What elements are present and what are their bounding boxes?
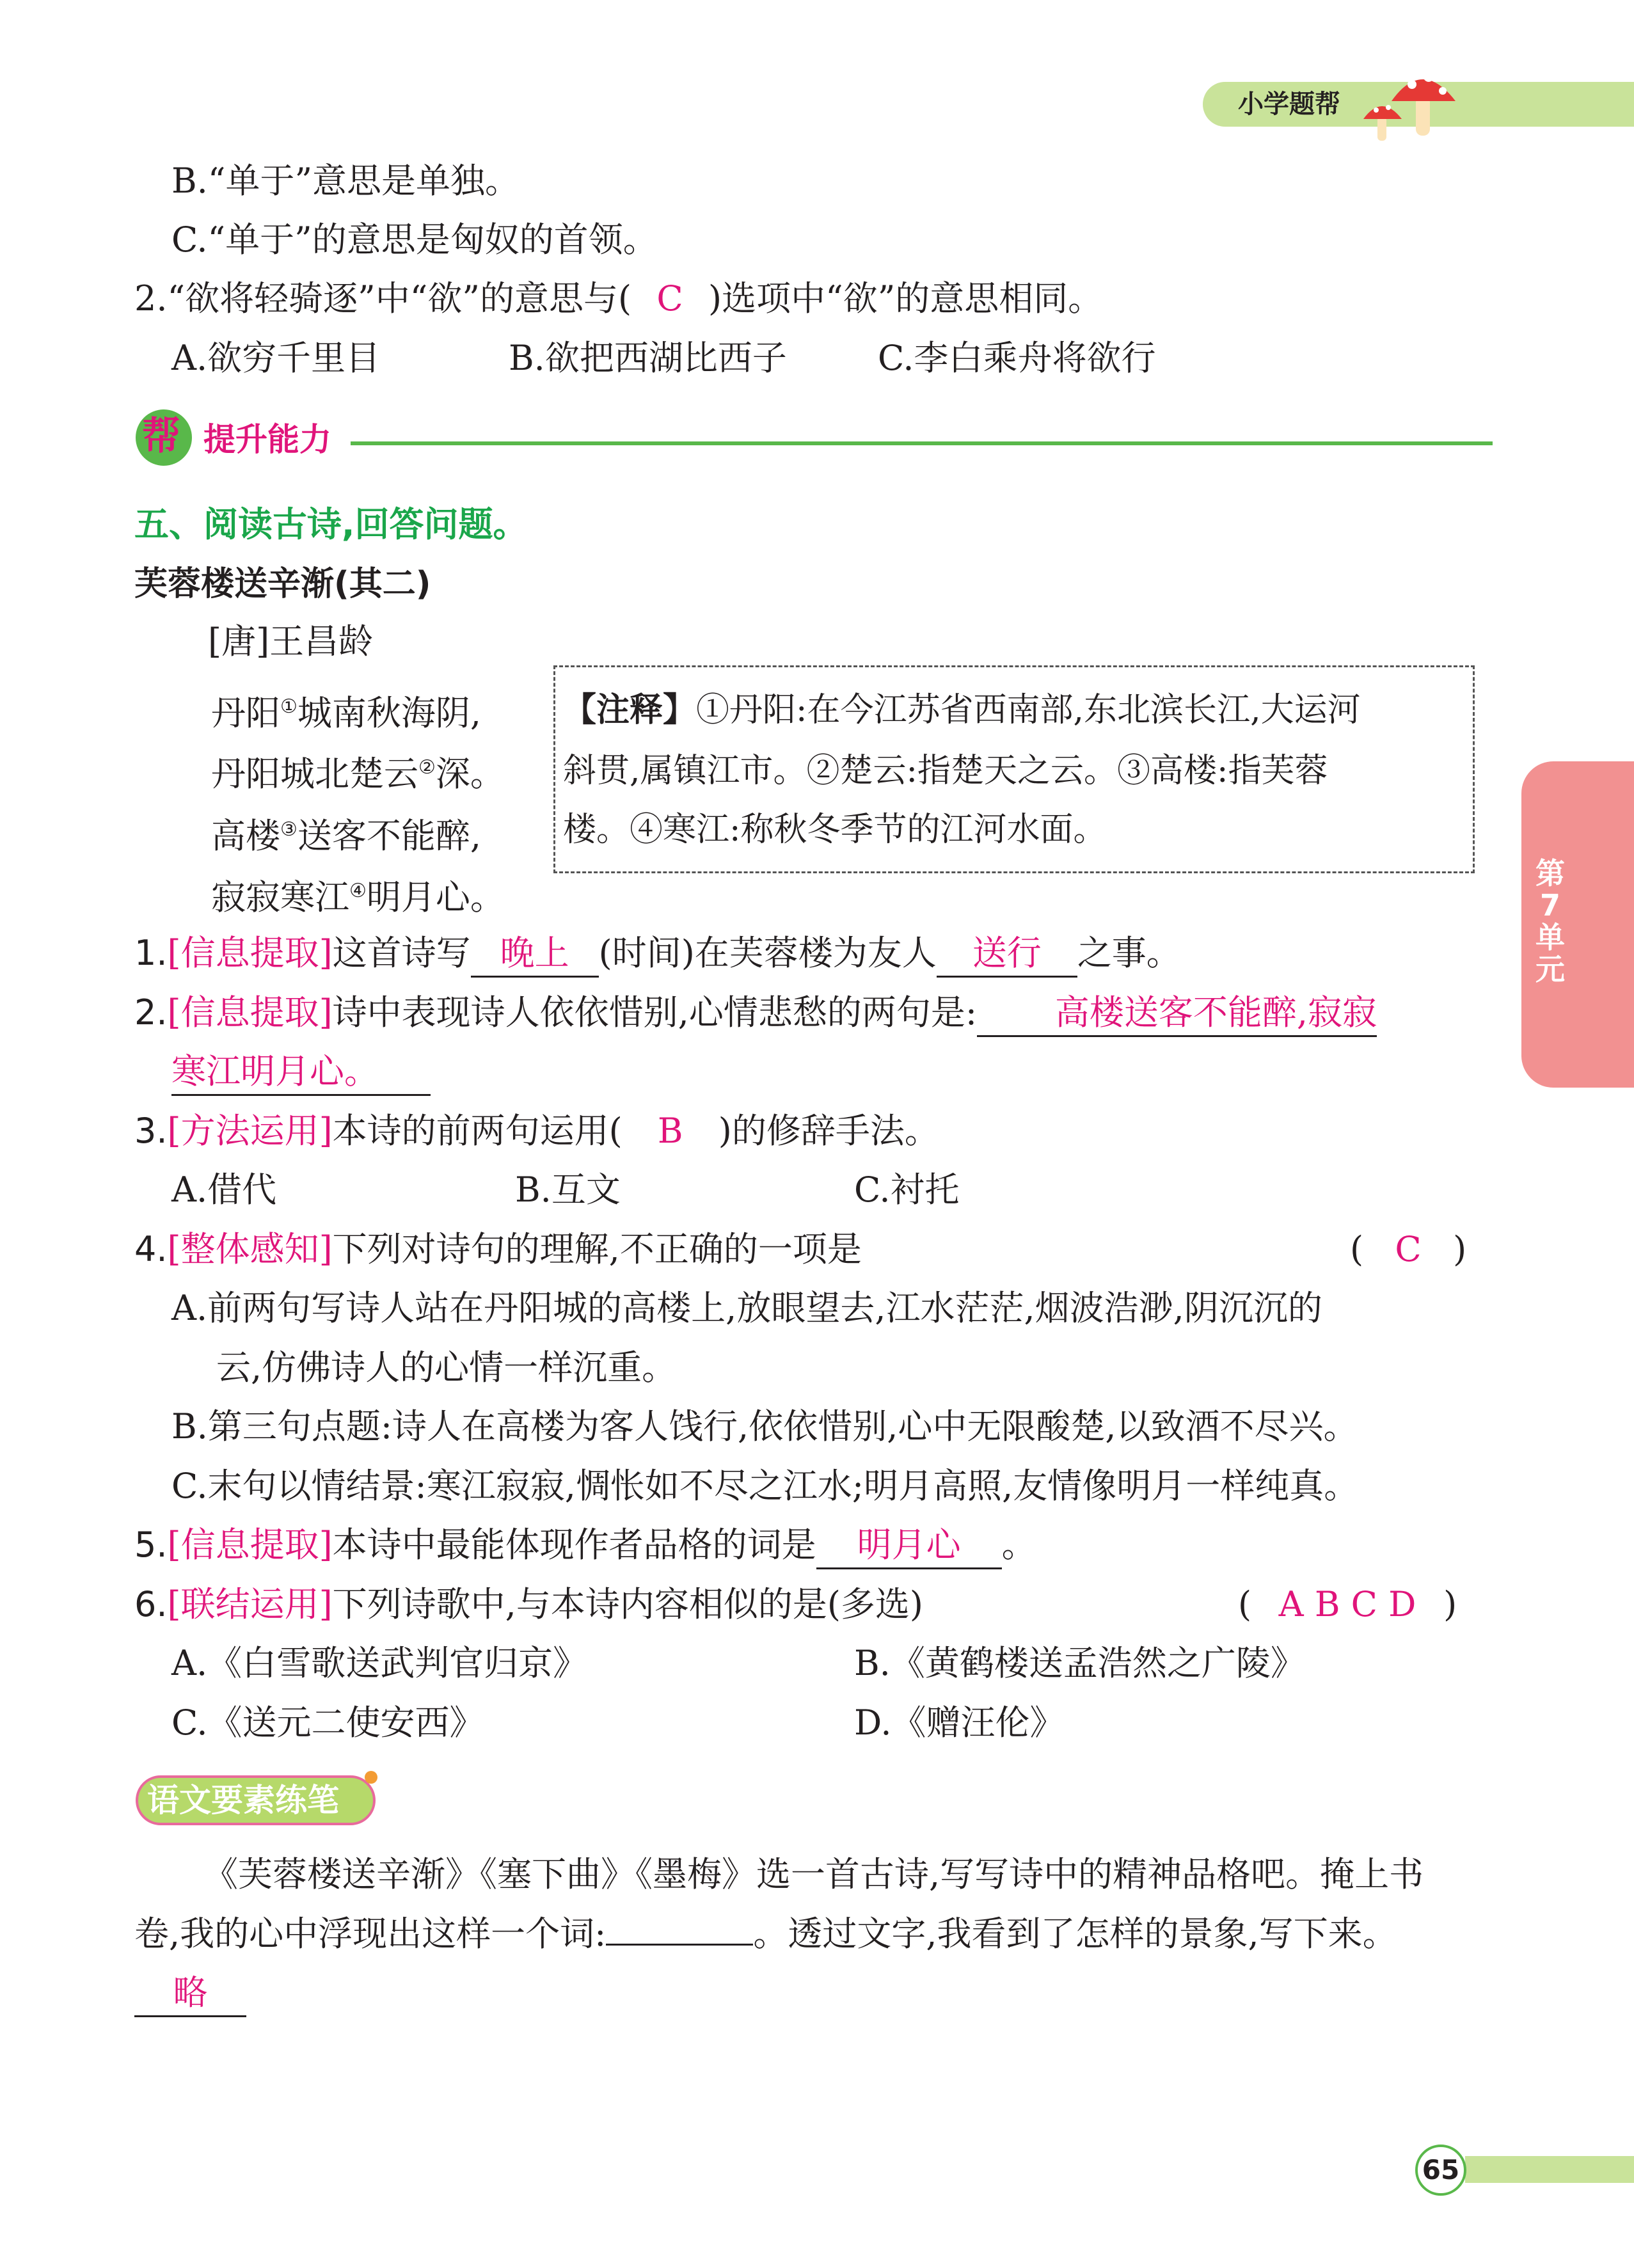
q3-option-b: B.互文 <box>515 1170 621 1210</box>
q4-close: ) <box>1453 1229 1467 1269</box>
practice-line-2-pre: 卷,我的心中浮现出这样一个词: <box>134 1914 607 1954</box>
question-5 <box>134 1523 1036 1569</box>
q4-bracket <box>1350 1227 1466 1272</box>
practice-line-2 <box>134 1912 1397 1956</box>
question-1 <box>134 931 1181 978</box>
q4-answer[interactable]: C <box>1395 1229 1422 1269</box>
practice-answer-line <box>134 1971 246 2017</box>
q4-option-a-2: 云,仿佛诗人的心情一样沉重。 <box>216 1347 677 1388</box>
poem-line-1-a: 丹阳 <box>211 693 280 733</box>
q1-number: 1. <box>134 933 168 973</box>
q2-pre: 诗中表现诗人依依惜别,心情悲愁的两句是: <box>332 992 978 1033</box>
flower-icon <box>365 1771 377 1784</box>
reading-heading: 五、阅读古诗,回答问题。 <box>134 504 528 544</box>
q3-option-c: C.衬托 <box>854 1170 960 1210</box>
q2-prev-post: )选项中“欲”的意思相同。 <box>708 278 1103 319</box>
unit-side-tab-label: 第7单元 <box>1535 856 1565 987</box>
q6-option-c: C.《送元二使安西》 <box>171 1702 484 1743</box>
note-mark-2: ② <box>418 756 436 779</box>
practice-badge: 语文要素练笔 <box>147 1782 339 1819</box>
note-line-2: 斜贯,属镇江市。②楚云:指楚天之云。③高楼:指芙蓉 <box>563 752 1328 790</box>
q2-prev-answer: C <box>656 278 683 319</box>
q2-tag: [信息提取] <box>167 992 333 1033</box>
question-4 <box>134 1227 862 1272</box>
q6-open: ( <box>1238 1584 1252 1624</box>
q4-tag: [整体感知] <box>167 1229 333 1269</box>
q5-answer[interactable]: 明月心 <box>816 1523 1002 1569</box>
q3-number: 3. <box>134 1111 168 1151</box>
q2-prev-pre: 2.“欲将轻骑逐”中“欲”的意思与( <box>134 278 632 319</box>
note-text-1: ①丹阳:在今江苏省西南部,东北滨长江,大运河 <box>696 691 1361 729</box>
q2-answer-line-2[interactable]: 寒江明月心。 <box>171 1049 431 1096</box>
note-mark-4: ④ <box>349 880 367 902</box>
section-badge-text: 帮 <box>142 414 180 459</box>
q5-number: 5. <box>134 1525 168 1565</box>
q4-option-a-1: A.前两句写诗人站在丹阳城的高楼上,放眼望去,江水茫茫,烟波浩渺,阴沉沉的 <box>171 1288 1322 1328</box>
q2-prev-option-a: A.欲穷千里目 <box>171 338 381 378</box>
poem-line-2-a: 丹阳城北楚云 <box>211 754 418 794</box>
poem-line-4 <box>211 869 505 920</box>
q4-option-b: B.第三句点题:诗人在高楼为客人饯行,依依惜别,心中无限酸楚,以致酒不尽兴。 <box>171 1406 1358 1447</box>
section-divider <box>351 441 1493 445</box>
note-line-1 <box>563 688 1361 733</box>
poem-line-1-b: 城南秋海阴, <box>297 693 482 733</box>
q5-post: 。 <box>1001 1525 1036 1565</box>
q2-answer-line-1[interactable]: 高楼送客不能醉,寂寂 <box>977 990 1377 1037</box>
q2-number: 2. <box>134 992 168 1033</box>
q2-prev-option-b: B.欲把西湖比西子 <box>509 338 787 378</box>
q1-answer-event[interactable]: 送行 <box>937 931 1077 978</box>
q6-option-d: D.《赠汪伦》 <box>854 1702 1065 1743</box>
brand-label: 小学题帮 <box>1238 90 1340 119</box>
section-title: 提升能力 <box>203 421 331 458</box>
practice-line-2-post: 。透过文字,我看到了怎样的景象,写下来。 <box>753 1914 1397 1954</box>
q1-mid: (时间)在芙蓉楼为友人 <box>598 933 937 973</box>
q6-option-b: B.《黄鹤楼送孟浩然之广陵》 <box>854 1643 1305 1683</box>
poem-author: [唐]王昌龄 <box>208 621 374 662</box>
q3-post: )的修辞手法。 <box>718 1111 939 1151</box>
q3-option-a: A.借代 <box>171 1170 277 1210</box>
q4-number: 4. <box>134 1229 168 1269</box>
q1-post: 之事。 <box>1077 933 1181 973</box>
q6-number: 6. <box>134 1584 168 1624</box>
q3-answer[interactable]: B <box>657 1111 683 1151</box>
practice-answer[interactable]: 略 <box>134 1971 246 2017</box>
poem-line-2-b: 深。 <box>435 754 505 794</box>
question-2-prev <box>134 276 1102 321</box>
note-line-3: 楼。④寒江:称秋冬季节的江河水面。 <box>563 811 1107 849</box>
poem-line-3-b: 送客不能醉, <box>297 816 482 856</box>
page-number: 65 <box>1422 2154 1460 2185</box>
poem-title: 芙蓉楼送辛渐(其二) <box>134 565 431 603</box>
practice-word-blank[interactable] <box>606 1944 753 1946</box>
poem-line-3 <box>211 807 481 859</box>
q1-answer-time[interactable]: 晚上 <box>471 931 599 978</box>
practice-line-1: 《芙蓉楼送辛渐》《塞下曲》《墨梅》选一首古诗,写写诗中的精神品格吧。掩上书 <box>203 1854 1424 1894</box>
q4-option-c: C.末句以情结景:寒江寂寂,惆怅如不尽之江水;明月高照,友情像明月一样纯真。 <box>171 1466 1359 1506</box>
note-mark-1: ① <box>280 695 297 718</box>
question-6 <box>134 1582 923 1627</box>
q6-text: 下列诗歌中,与本诗内容相似的是(多选) <box>332 1584 923 1624</box>
q4-text: 下列对诗句的理解,不正确的一项是 <box>332 1229 862 1269</box>
q5-pre: 本诗中最能体现作者品格的词是 <box>332 1525 816 1565</box>
q6-close: ) <box>1443 1584 1457 1624</box>
poem-line-3-a: 高楼 <box>211 816 280 856</box>
q6-bracket <box>1238 1582 1457 1627</box>
question-2-cont <box>171 1049 431 1096</box>
poem-line-2 <box>211 745 505 797</box>
q1-pre: 这首诗写 <box>332 933 471 973</box>
q3-pre: 本诗的前两句运用( <box>332 1111 623 1151</box>
mushroom-icon <box>1353 58 1462 147</box>
poem-line-4-a: 寂寂寒江 <box>211 877 349 917</box>
question-3 <box>134 1109 939 1154</box>
q5-tag: [信息提取] <box>167 1525 333 1565</box>
q6-option-a: A.《白雪歌送武判官归京》 <box>171 1643 588 1683</box>
q4-open: ( <box>1350 1229 1364 1269</box>
q6-tag: [联结运用] <box>167 1584 333 1624</box>
note-mark-3: ③ <box>280 818 297 841</box>
q3-tag: [方法运用] <box>167 1111 333 1151</box>
footer-bar <box>1465 2156 1634 2183</box>
question-2 <box>134 990 1377 1037</box>
option-c: C.“单于”的意思是匈奴的首领。 <box>171 219 658 260</box>
q2-prev-option-c: C.李白乘舟将欲行 <box>878 338 1156 378</box>
option-b: B.“单于”意思是单独。 <box>171 161 520 201</box>
q6-answer[interactable]: A B C D <box>1278 1584 1416 1624</box>
note-label: 【注释】 <box>563 691 697 729</box>
q1-tag: [信息提取] <box>167 933 333 973</box>
poem-line-4-b: 明月心。 <box>366 877 505 917</box>
poem-line-1 <box>211 685 481 736</box>
